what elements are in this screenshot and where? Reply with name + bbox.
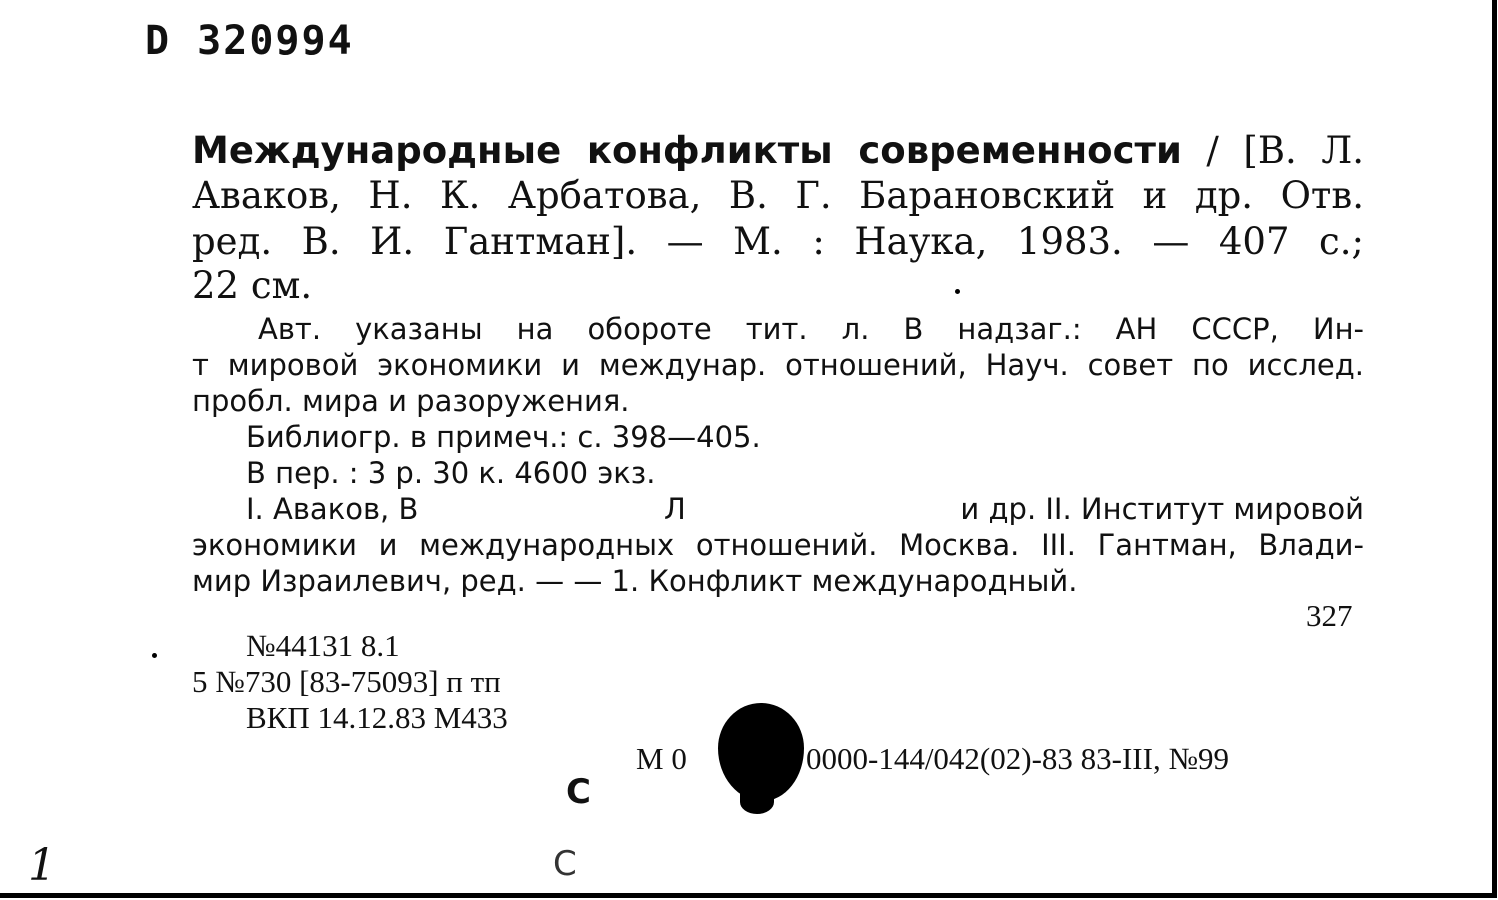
note-1-line-3: пробл. мира и разоружения. [192,384,630,418]
title-line-2: Аваков, Н. К. Арбатова, В. Г. Барановский и др. Отв. [192,174,1364,217]
title-line-3: ред. В. И. Гантман]. — М. : Наука, 1983. — 407 с.; [192,220,1364,263]
ink-blot [718,703,804,801]
title-line-4: 22 см. [192,264,313,307]
handwritten-mark: 1 [28,840,56,891]
speck [152,653,157,658]
class-code: 327 [1306,598,1353,633]
registry-line-3: ВКП 14.12.83 М433 [246,700,508,735]
stamp-letter-c-faint: С [553,844,577,884]
title-line-1-rest: / [В. Л. [1181,129,1364,172]
bottom-code-right: 0000-144/042(02)-83 83-III, №99 [806,741,1230,776]
registry-line-2: 5 №730 [83-75093] п тп [192,664,501,699]
ink-blot-tail [740,790,774,814]
tracing-author: I. Аваков, В [246,492,419,526]
tracing-initial: Л [664,492,686,526]
tracing-institute: и др. II. Институт мировой [960,492,1364,526]
note-1-line-2: т мировой экономики и междунар. отношений, Науч. совет по исслед. [192,348,1364,382]
registry-line-1: №44131 8.1 [246,628,400,663]
stamp-letter-c: С [566,772,591,812]
note-tracings-line-3: мир Израилевич, ред. — — 1. Конфликт международный. [192,564,1078,598]
note-price: В пер. : 3 р. 30 к. 4600 экз. [246,456,656,490]
bottom-code-left: М 0 [636,741,687,776]
note-tracings-line-2: экономики и международных отношений. Москва. III. Гантман, Влади- [192,528,1364,562]
speck [955,289,960,294]
title-line-1 [192,127,1364,175]
note-bibliography: Библиогр. в примеч.: с. 398—405. [246,420,761,454]
title-bold: Международные конфликты современности [192,129,1182,172]
call-number: D 320994 [145,18,354,64]
note-1-line-1: Авт. указаны на обороте тит. л. В надзаг.: АН СССР, Ин- [258,312,1364,346]
